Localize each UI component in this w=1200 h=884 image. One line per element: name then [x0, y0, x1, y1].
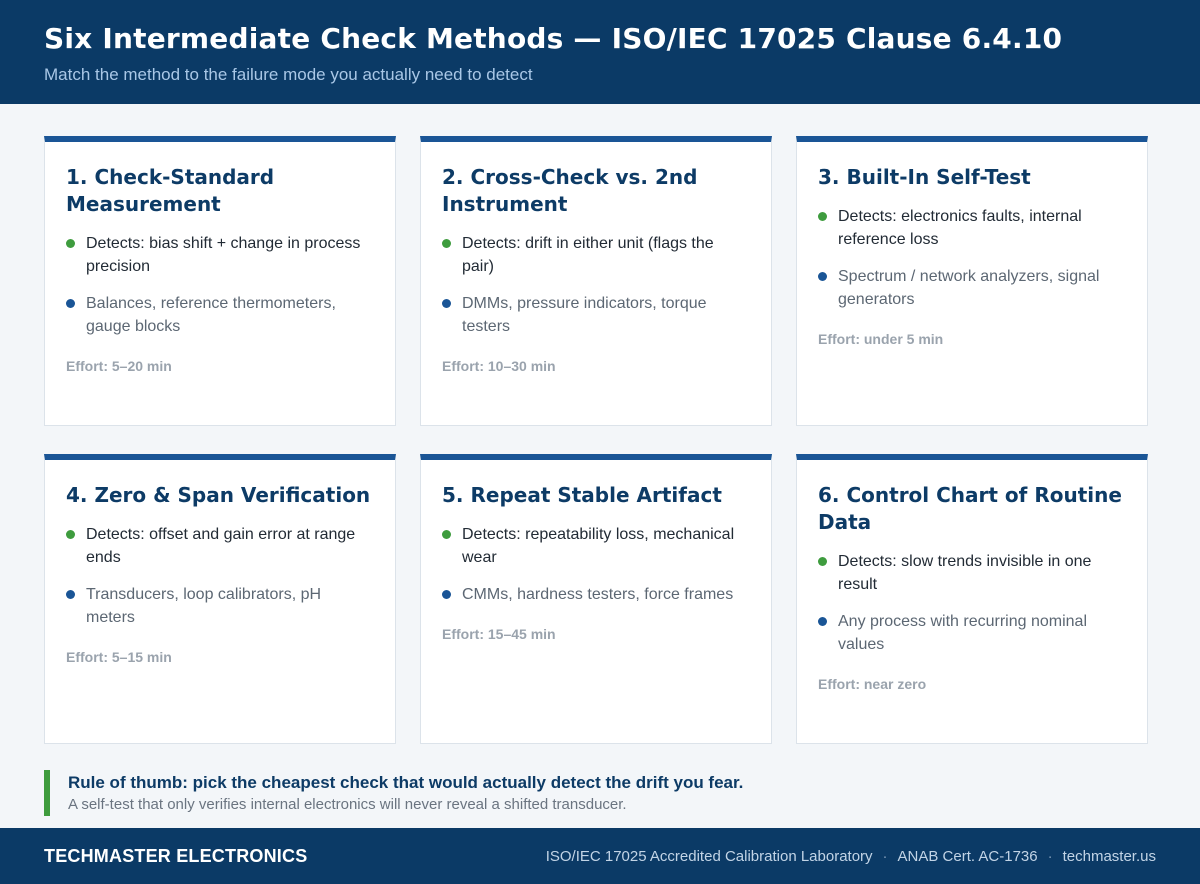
page-title: Six Intermediate Check Methods — ISO/IEC 17025 Clause 6.4.10	[44, 22, 1063, 55]
method-card-self-test	[796, 136, 1148, 426]
footer-info	[546, 848, 1156, 865]
detects-text: Detects: repeatability loss, mechanical wear	[462, 526, 735, 566]
effort-label: Effort: 5–15 min	[66, 649, 172, 665]
detects-item	[442, 232, 750, 278]
method-card-zero-span	[44, 454, 396, 744]
applies-item	[66, 583, 374, 629]
footer-separator: ·	[1047, 847, 1053, 865]
page-header	[0, 0, 1200, 104]
method-card-cross-check	[420, 136, 772, 426]
website-text: techmaster.us	[1062, 847, 1156, 865]
card-points	[818, 550, 1126, 656]
detects-text: Detects: drift in either unit (flags the pair)	[462, 235, 714, 275]
effort-label: Effort: 15–45 min	[442, 626, 556, 642]
rule-detail: A self-test that only verifies internal electronics will never reveal a shifted transducer.	[68, 796, 627, 813]
card-points	[442, 523, 750, 606]
applies-text: Balances, reference thermometers, gauge blocks	[86, 295, 336, 335]
card-points	[818, 205, 1126, 311]
green-bullet-icon	[66, 530, 75, 539]
detects-item	[66, 232, 374, 278]
card-points	[66, 523, 374, 629]
green-bullet-icon	[818, 212, 827, 221]
blue-bullet-icon	[442, 299, 451, 308]
rule-of-thumb-callout	[44, 770, 1148, 816]
green-bullet-icon	[442, 530, 451, 539]
rule-headline: Rule of thumb: pick the cheapest check that would actually detect the drift you fear.	[68, 773, 744, 792]
applies-text: Transducers, loop calibrators, pH meters	[86, 586, 322, 626]
accreditation-text: ISO/IEC 17025 Accredited Calibration Laboratory	[545, 847, 873, 865]
card-points	[442, 232, 750, 338]
detects-text: Detects: offset and gain error at range ends	[86, 526, 356, 566]
card-title: 1. Check-Standard Measurement	[66, 165, 275, 216]
detects-item	[66, 523, 374, 569]
effort-label: Effort: 10–30 min	[442, 358, 556, 374]
card-title: 2. Cross-Check vs. 2nd Instrument	[442, 165, 698, 216]
method-card-stable-artifact	[420, 454, 772, 744]
applies-text: Any process with recurring nominal values	[838, 613, 1087, 653]
detects-text: Detects: bias shift + change in process precision	[86, 235, 361, 275]
green-bullet-icon	[818, 557, 827, 566]
blue-bullet-icon	[818, 617, 827, 626]
card-title: 6. Control Chart of Routine Data	[818, 483, 1122, 534]
applies-item	[818, 265, 1126, 311]
detects-text: Detects: electronics faults, internal reference loss	[838, 208, 1082, 248]
company-brand: TECHMASTER ELECTRONICS	[44, 845, 308, 866]
method-card-check-standard	[44, 136, 396, 426]
method-grid	[44, 136, 1148, 744]
applies-text: Spectrum / network analyzers, signal generators	[838, 268, 1100, 308]
effort-label: Effort: 5–20 min	[66, 358, 172, 374]
page-footer	[0, 828, 1200, 884]
green-bullet-icon	[442, 239, 451, 248]
detects-item	[818, 550, 1126, 596]
effort-label: Effort: under 5 min	[818, 331, 944, 347]
blue-bullet-icon	[66, 299, 75, 308]
applies-item	[442, 583, 750, 606]
blue-bullet-icon	[818, 272, 827, 281]
effort-label: Effort: near zero	[818, 676, 927, 692]
page-subtitle: Match the method to the failure mode you actually need to detect	[44, 65, 533, 84]
applies-item	[442, 292, 750, 338]
applies-item	[818, 610, 1126, 656]
blue-bullet-icon	[66, 590, 75, 599]
method-card-control-chart	[796, 454, 1148, 744]
card-title: 3. Built-In Self-Test	[818, 165, 1031, 189]
blue-bullet-icon	[442, 590, 451, 599]
footer-separator: ·	[882, 847, 888, 865]
applies-text: DMMs, pressure indicators, torque testers	[462, 295, 707, 335]
detects-text: Detects: slow trends invisible in one result	[838, 553, 1092, 593]
detects-item	[818, 205, 1126, 251]
applies-item	[66, 292, 374, 338]
detects-item	[442, 523, 750, 569]
card-title: 5. Repeat Stable Artifact	[442, 483, 722, 507]
applies-text: CMMs, hardness testers, force frames	[462, 586, 734, 603]
certification-text: ANAB Cert. AC-1736	[897, 847, 1038, 865]
card-title: 4. Zero & Span Verification	[66, 483, 371, 507]
card-points	[66, 232, 374, 338]
green-bullet-icon	[66, 239, 75, 248]
